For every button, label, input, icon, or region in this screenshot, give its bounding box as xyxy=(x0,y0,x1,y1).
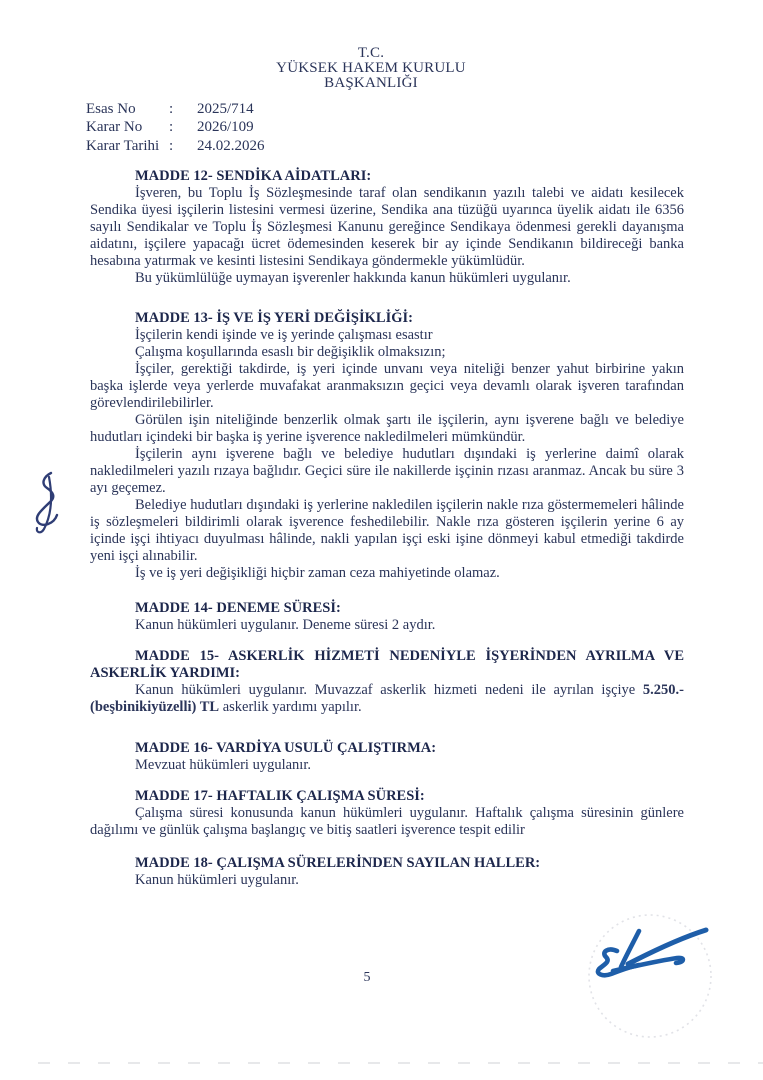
articles-body xyxy=(90,160,684,889)
letterhead-unit: BAŞKANLIĞI xyxy=(324,75,418,91)
letterhead-tc: T.C. xyxy=(357,45,385,61)
paragraph: Bu yükümlülüğe uymayan işverenler hakkında kanun hükümleri uygulanır. xyxy=(135,270,571,286)
meta-label: Esas No xyxy=(86,101,136,117)
paragraph: İşçilerin kendi işinde ve iş yerinde çalışması esastır xyxy=(135,327,433,343)
paragraph: Çalışma koşullarında esaslı bir değişiklik olmaksızın; xyxy=(135,344,446,360)
signature-and-stamp xyxy=(573,903,763,1058)
paragraph: Görülen işin niteliğinde benzerlik olmak şartı ile işçilerin, aynı işverene bağlı ve belediye hudutları içindeki bir başka iş yerine işverence nakledilmeleri mümkündür. xyxy=(90,412,684,445)
paragraph: İşveren, bu Toplu İş Sözleşmesinde taraf olan sendikanın yazılı talebi ve aidatı kesilecek Sendika üyesi işçilerin listesini vermesi üzerine, Sendika ana tüzüğü uyarınca üyelik aidatı ile 6356 sayılı Sendikalar ve Toplu İş Sözleşmesi Kanunu gereğince Sendikaya ödenmesi gerekli dayanışma aidatını, işçilere yapacağı ücret ödemesinden keserek bir ay içinde Sendikanın bildireceği banka hesabına yatırmak ve kesinti listesini Sendikaya göndermekle yükümlüdür. xyxy=(90,185,684,269)
paragraph: Çalışma süresi konusunda kanun hükümleri uygulanır. Haftalık çalışma süresinin günlere dağılımı ve günlük çalışma başlangıç ve bitiş saatleri işverence tespit edilir xyxy=(90,805,684,838)
article-heading: MADDE 16- VARDİYA USULÜ ÇALIŞTIRMA: xyxy=(135,740,437,756)
paragraph: İş ve iş yeri değişikliği hiçbir zaman ceza mahiyetinde olamaz. xyxy=(135,565,500,581)
meta-separator: : xyxy=(169,119,174,136)
meta-value: 24.02.2026 xyxy=(197,137,265,154)
paragraph: Kanun hükümleri uygulanır. Muvazzaf askerlik hizmeti nedeni ile ayrılan işçiye 5.250.- (beşbinikiyüzelli) TL askerlik yardımı yapılır. xyxy=(90,682,684,715)
paragraph: Kanun hükümleri uygulanır. xyxy=(135,872,299,888)
article-heading: MADDE 18- ÇALIŞMA SÜRELERİNDEN SAYILAN HALLER: xyxy=(135,855,541,871)
paragraph: İşçilerin aynı işverene bağlı ve belediye hudutları dışındaki iş yerlerine daimî olarak nakledilmeleri yazılı rızaya bağlıdır. Geçici süre ile nakillerde işçinin rızası aranmaz. Ancak bu süre 3 ayı geçemez. xyxy=(90,446,684,496)
article-madde-12 xyxy=(90,168,684,287)
meta-label: Karar Tarihi xyxy=(86,137,160,154)
article-heading: MADDE 14- DENEME SÜRESİ: xyxy=(135,600,341,616)
article-heading: MADDE 13- İŞ VE İŞ YERİ DEĞİŞİKLİĞİ: xyxy=(135,310,413,326)
signature-icon xyxy=(598,930,706,975)
scan-artifact-line xyxy=(38,1062,763,1064)
case-meta xyxy=(86,100,265,155)
meta-row-karar-tarihi xyxy=(86,137,265,155)
paragraph: Kanun hükümleri uygulanır. Deneme süresi 2 aydır. xyxy=(135,617,436,633)
meta-row-esas-no xyxy=(86,100,265,118)
article-madde-16 xyxy=(90,740,684,774)
article-madde-18 xyxy=(90,855,684,889)
article-madde-14 xyxy=(90,600,684,634)
meta-separator: : xyxy=(169,101,174,117)
article-madde-15 xyxy=(90,648,684,716)
article-heading: MADDE 15- ASKERLİK HİZMETİ NEDENİYLE İŞYERİNDEN AYRILMA VE ASKERLİK YARDIMI: xyxy=(90,648,684,681)
meta-value: 2026/109 xyxy=(197,119,254,136)
paragraph: Mevzuat hükümleri uygulanır. xyxy=(135,757,311,773)
meta-row-karar-no xyxy=(86,118,265,136)
meta-label: Karar No xyxy=(86,119,143,136)
letterhead xyxy=(74,46,668,91)
margin-paraph-handwriting xyxy=(22,468,70,548)
paragraph: İşçiler, gerektiği takdirde, iş yeri içinde unvanı veya niteliği benzer yahut birbirine yakın başka işlerde veya yerlerde muvafakat aranmaksızın geçici veya devamlı olarak işveren tarafından görevlendirilebilirler. xyxy=(90,361,684,411)
page-number: 5 xyxy=(363,970,371,985)
meta-separator: : xyxy=(169,137,174,154)
paragraph: Belediye hudutları dışındaki iş yerlerine nakledilen işçilerin nakle rıza göstermemeleri hâlinde iş sözleşmeleri bildirimli olarak işverence feshedilebilir. Nakle rıza gösteren işçilerin yerine 6 ay içinde işçi ihtiyacı duyulması hâlinde, nakli yapılan işçi eski işine dönmeyi kabul etmediği takdirde yeni işçi alınabilir. xyxy=(90,497,684,564)
article-madde-17 xyxy=(90,788,684,839)
article-heading: MADDE 17- HAFTALIK ÇALIŞMA SÜRESİ: xyxy=(135,788,425,804)
article-madde-13 xyxy=(90,310,684,582)
letterhead-org: YÜKSEK HAKEM KURULU xyxy=(276,60,466,76)
meta-value: 2025/714 xyxy=(197,101,254,117)
article-heading: MADDE 12- SENDİKA AİDATLARI: xyxy=(135,168,372,184)
